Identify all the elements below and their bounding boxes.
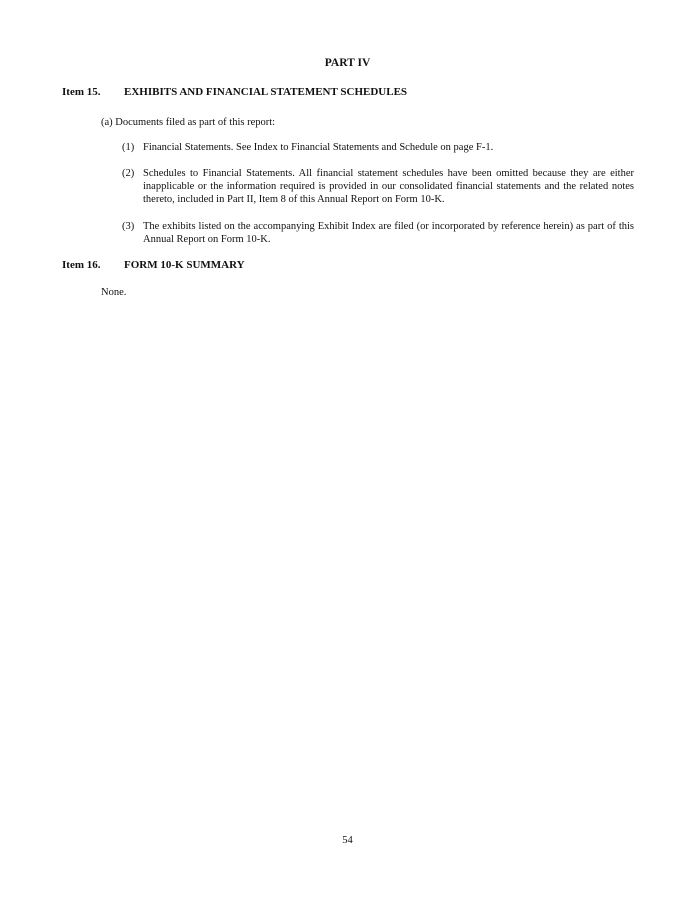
- list-item-text: Financial Statements. See Index to Financial Statements and Schedule on page F-1.: [143, 142, 494, 153]
- item-16-heading: [62, 259, 245, 272]
- page-number: 54: [342, 835, 353, 846]
- item-15-heading: [62, 86, 407, 99]
- item-15-number: Item 15.: [62, 86, 101, 98]
- item-16-number: Item 16.: [62, 259, 101, 271]
- list-item-financial-statements: [122, 141, 634, 154]
- list-marker: (2): [122, 168, 135, 179]
- item-16-title: FORM 10-K SUMMARY: [124, 259, 245, 271]
- item-16-body: None.: [101, 287, 127, 298]
- item-15-title: EXHIBITS AND FINANCIAL STATEMENT SCHEDULES: [124, 86, 408, 98]
- documents-filed-label: (a) Documents filed as part of this report:: [101, 117, 276, 128]
- list-marker: (3): [122, 221, 135, 232]
- list-marker: (1): [122, 142, 135, 153]
- list-item-text: Schedules to Financial Statements. All financial statement schedules have been omitted because they are either inapplicable or the information required is provided in our consolidated financial statements and the related notes thereto, included in Part II, Item 8 of this Annual Report on Form 10-K.: [143, 168, 634, 205]
- list-item-exhibits: [122, 220, 634, 246]
- part-title: PART IV: [324, 57, 371, 69]
- list-item-text: The exhibits listed on the accompanying Exhibit Index are filed (or incorporated by reference herein) as part of this Annual Report on Form 10-K.: [143, 221, 634, 245]
- list-item-schedules: [122, 167, 634, 206]
